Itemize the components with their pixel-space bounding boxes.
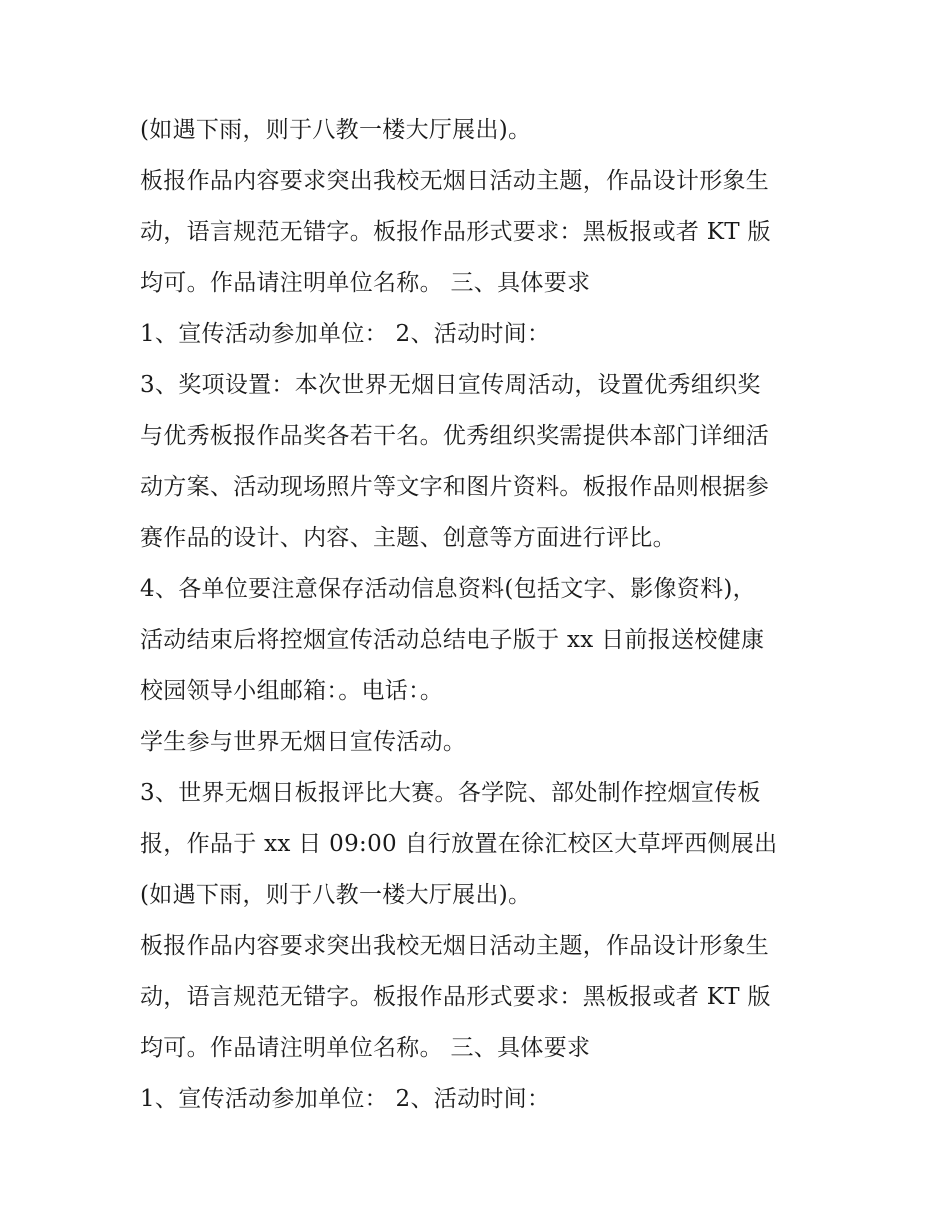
text-line: 1、宣传活动参加单位： 2、活动时间：	[140, 321, 551, 347]
text-line: 动，语言规范无错字。板报作品形式要求：黑板报或者 KT 版	[140, 219, 771, 245]
text-line: 校园领导小组邮箱：。电话：。	[140, 678, 444, 704]
text-line: 3、世界无烟日板报评比大赛。各学院、部处制作控烟宣传板	[140, 780, 761, 806]
text-line: 1、宣传活动参加单位： 2、活动时间：	[140, 1086, 551, 1112]
text-line: 报，作品于 xx 日 09:00 自行放置在徐汇校区大草坪西侧展出	[140, 831, 778, 857]
text-line: 4、各单位要注意保存活动信息资料(包括文字、影像资料)，	[140, 576, 756, 602]
text-line: 与优秀板报作品奖各若干名。优秀组织奖需提供本部门详细活	[140, 423, 770, 449]
text-line: 动方案、活动现场照片等文字和图片资料。板报作品则根据参	[140, 474, 770, 500]
text-line: 均可。作品请注明单位名称。 三、具体要求	[140, 1035, 591, 1061]
text-line: 赛作品的设计、内容、主题、创意等方面进行评比。	[140, 525, 676, 551]
document-body	[140, 105, 820, 1125]
text-line: 动，语言规范无错字。板报作品形式要求：黑板报或者 KT 版	[140, 984, 771, 1010]
text-line: 板报作品内容要求突出我校无烟日活动主题，作品设计形象生	[140, 933, 770, 959]
text-line: 3、奖项设置：本次世界无烟日宣传周活动，设置优秀组织奖	[140, 372, 761, 398]
text-line: (如遇下雨，则于八教一楼大厅展出)。	[140, 117, 532, 143]
text-line: 板报作品内容要求突出我校无烟日活动主题，作品设计形象生	[140, 168, 770, 194]
text-line: 均可。作品请注明单位名称。 三、具体要求	[140, 270, 591, 296]
text-line: 活动结束后将控烟宣传活动总结电子版于 xx 日前报送校健康	[140, 627, 765, 653]
text-line: 学生参与世界无烟日宣传活动。	[140, 729, 467, 755]
text-line: (如遇下雨，则于八教一楼大厅展出)。	[140, 882, 532, 908]
